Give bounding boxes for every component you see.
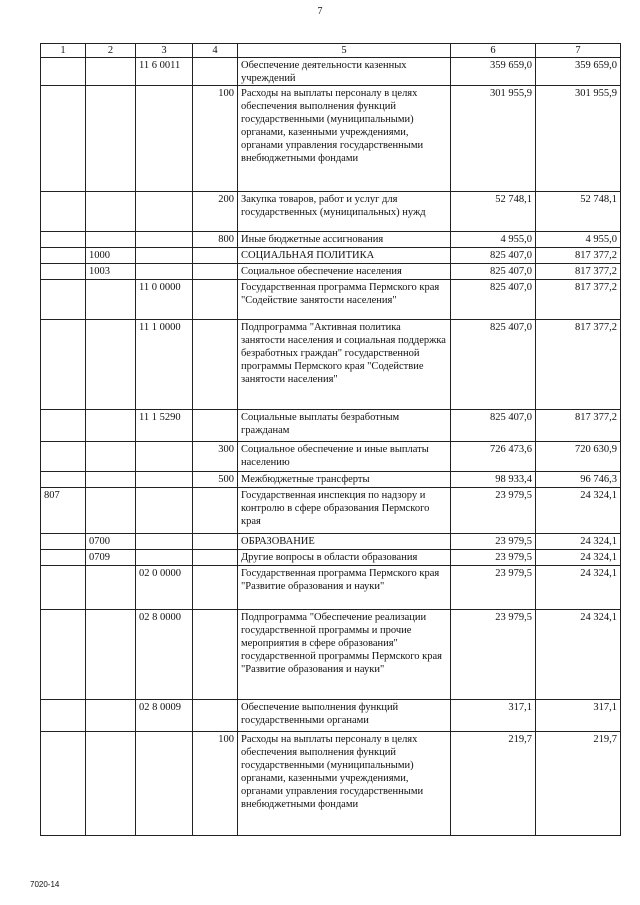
cell-expense-type bbox=[193, 248, 238, 264]
table-header-row bbox=[41, 44, 621, 58]
cell-amount-col7: 817 377,2 bbox=[536, 264, 621, 280]
cell-name: Расходы на выплаты персоналу в целях обеспечения выполнения функций государственными (муниципальными) органами, казенными учреждениями, органами управления государственными внебюджетными фондами bbox=[238, 86, 451, 192]
cell-name: СОЦИАЛЬНАЯ ПОЛИТИКА bbox=[238, 248, 451, 264]
cell-section-code bbox=[86, 280, 136, 320]
cell-target-code bbox=[136, 550, 193, 566]
cell-amount-col6: 317,1 bbox=[451, 700, 536, 732]
table-row bbox=[41, 410, 621, 442]
cell-target-code bbox=[136, 732, 193, 836]
cell-amount-col7: 301 955,9 bbox=[536, 86, 621, 192]
cell-section-code bbox=[86, 410, 136, 442]
cell-target-code bbox=[136, 442, 193, 472]
page-number: 7 bbox=[317, 6, 323, 17]
cell-expense-type bbox=[193, 58, 238, 86]
cell-expense-type bbox=[193, 280, 238, 320]
cell-ministry-code bbox=[41, 192, 86, 232]
cell-name: Подпрограмма "Активная политика занятости населения и социальная поддержка безработных граждан" государственной программы Пермского края "Содействие занятости населения" bbox=[238, 320, 451, 410]
form-code: 7020-14 bbox=[30, 880, 60, 889]
budget-table bbox=[40, 43, 621, 836]
cell-amount-col7: 96 746,3 bbox=[536, 472, 621, 488]
cell-amount-col6: 4 955,0 bbox=[451, 232, 536, 248]
cell-amount-col7: 359 659,0 bbox=[536, 58, 621, 86]
cell-amount-col6: 52 748,1 bbox=[451, 192, 536, 232]
cell-amount-col6: 23 979,5 bbox=[451, 610, 536, 700]
cell-amount-col7: 817 377,2 bbox=[536, 280, 621, 320]
header-cell: 3 bbox=[136, 44, 193, 58]
cell-ministry-code bbox=[41, 58, 86, 86]
cell-section-code bbox=[86, 700, 136, 732]
table-row bbox=[41, 700, 621, 732]
cell-ministry-code bbox=[41, 264, 86, 280]
table-row bbox=[41, 192, 621, 232]
table-row bbox=[41, 566, 621, 610]
cell-target-code bbox=[136, 192, 193, 232]
table-row bbox=[41, 732, 621, 836]
cell-amount-col7: 219,7 bbox=[536, 732, 621, 836]
cell-amount-col6: 23 979,5 bbox=[451, 534, 536, 550]
cell-ministry-code bbox=[41, 550, 86, 566]
cell-amount-col6: 825 407,0 bbox=[451, 320, 536, 410]
cell-amount-col6: 23 979,5 bbox=[451, 550, 536, 566]
cell-name: ОБРАЗОВАНИЕ bbox=[238, 534, 451, 550]
cell-target-code bbox=[136, 248, 193, 264]
cell-expense-type bbox=[193, 320, 238, 410]
cell-amount-col7: 317,1 bbox=[536, 700, 621, 732]
cell-expense-type bbox=[193, 264, 238, 280]
cell-target-code: 02 8 0009 bbox=[136, 700, 193, 732]
cell-expense-type: 800 bbox=[193, 232, 238, 248]
cell-amount-col6: 23 979,5 bbox=[451, 488, 536, 534]
cell-name: Государственная программа Пермского края "Развитие образования и науки" bbox=[238, 566, 451, 610]
cell-ministry-code bbox=[41, 320, 86, 410]
cell-amount-col7: 24 324,1 bbox=[536, 566, 621, 610]
cell-expense-type bbox=[193, 534, 238, 550]
cell-amount-col6: 301 955,9 bbox=[451, 86, 536, 192]
cell-section-code bbox=[86, 232, 136, 248]
table-row bbox=[41, 264, 621, 280]
cell-amount-col7: 24 324,1 bbox=[536, 610, 621, 700]
cell-name: Межбюджетные трансферты bbox=[238, 472, 451, 488]
cell-target-code: 02 0 0000 bbox=[136, 566, 193, 610]
cell-ministry-code bbox=[41, 442, 86, 472]
table-row bbox=[41, 472, 621, 488]
cell-name: Другие вопросы в области образования bbox=[238, 550, 451, 566]
cell-expense-type: 100 bbox=[193, 732, 238, 836]
cell-target-code bbox=[136, 472, 193, 488]
cell-target-code bbox=[136, 86, 193, 192]
header-cell: 4 bbox=[193, 44, 238, 58]
cell-name: Государственная инспекция по надзору и контролю в сфере образования Пермского края bbox=[238, 488, 451, 534]
cell-section-code bbox=[86, 472, 136, 488]
cell-section-code bbox=[86, 86, 136, 192]
cell-amount-col6: 359 659,0 bbox=[451, 58, 536, 86]
cell-target-code bbox=[136, 232, 193, 248]
header-cell: 5 bbox=[238, 44, 451, 58]
cell-ministry-code bbox=[41, 732, 86, 836]
cell-expense-type bbox=[193, 410, 238, 442]
cell-ministry-code bbox=[41, 534, 86, 550]
cell-expense-type: 100 bbox=[193, 86, 238, 192]
cell-expense-type: 300 bbox=[193, 442, 238, 472]
header-cell: 6 bbox=[451, 44, 536, 58]
cell-ministry-code bbox=[41, 610, 86, 700]
table-row bbox=[41, 280, 621, 320]
cell-name: Государственная программа Пермского края "Содействие занятости населения" bbox=[238, 280, 451, 320]
cell-section-code bbox=[86, 442, 136, 472]
cell-section-code bbox=[86, 566, 136, 610]
cell-target-code bbox=[136, 488, 193, 534]
cell-name: Обеспечение выполнения функций государственными органами bbox=[238, 700, 451, 732]
cell-ministry-code bbox=[41, 86, 86, 192]
cell-target-code: 11 6 0011 bbox=[136, 58, 193, 86]
cell-target-code bbox=[136, 534, 193, 550]
cell-ministry-code bbox=[41, 700, 86, 732]
cell-target-code: 11 1 5290 bbox=[136, 410, 193, 442]
table-row bbox=[41, 534, 621, 550]
header-cell: 1 bbox=[41, 44, 86, 58]
cell-expense-type: 500 bbox=[193, 472, 238, 488]
cell-amount-col6: 825 407,0 bbox=[451, 280, 536, 320]
cell-amount-col7: 52 748,1 bbox=[536, 192, 621, 232]
cell-expense-type bbox=[193, 610, 238, 700]
cell-amount-col7: 4 955,0 bbox=[536, 232, 621, 248]
table-row bbox=[41, 488, 621, 534]
cell-ministry-code bbox=[41, 566, 86, 610]
cell-expense-type bbox=[193, 488, 238, 534]
cell-name: Обеспечение деятельности казенных учреждений bbox=[238, 58, 451, 86]
cell-amount-col6: 825 407,0 bbox=[451, 410, 536, 442]
cell-ministry-code bbox=[41, 280, 86, 320]
table-row bbox=[41, 248, 621, 264]
cell-amount-col7: 817 377,2 bbox=[536, 410, 621, 442]
cell-name: Иные бюджетные ассигнования bbox=[238, 232, 451, 248]
cell-section-code bbox=[86, 732, 136, 836]
cell-amount-col7: 24 324,1 bbox=[536, 550, 621, 566]
cell-section-code bbox=[86, 58, 136, 86]
cell-target-code: 11 1 0000 bbox=[136, 320, 193, 410]
cell-amount-col7: 24 324,1 bbox=[536, 534, 621, 550]
cell-section-code bbox=[86, 488, 136, 534]
cell-amount-col7: 720 630,9 bbox=[536, 442, 621, 472]
cell-section-code: 0700 bbox=[86, 534, 136, 550]
cell-name: Расходы на выплаты персоналу в целях обеспечения выполнения функций государственными (муниципальными) органами, казенными учреждениями, органами управления государственными внебюджетными фондами bbox=[238, 732, 451, 836]
cell-expense-type bbox=[193, 550, 238, 566]
cell-name: Социальное обеспечение населения bbox=[238, 264, 451, 280]
cell-amount-col6: 825 407,0 bbox=[451, 248, 536, 264]
cell-target-code bbox=[136, 264, 193, 280]
cell-amount-col6: 219,7 bbox=[451, 732, 536, 836]
cell-expense-type: 200 bbox=[193, 192, 238, 232]
cell-target-code: 11 0 0000 bbox=[136, 280, 193, 320]
cell-section-code: 1000 bbox=[86, 248, 136, 264]
cell-ministry-code bbox=[41, 472, 86, 488]
table-row bbox=[41, 320, 621, 410]
cell-name: Подпрограмма "Обеспечение реализации государственной программы и прочие мероприятия в сфере образования" государственной программы Пермского края "Развитие образования и науки" bbox=[238, 610, 451, 700]
table-row bbox=[41, 86, 621, 192]
cell-section-code bbox=[86, 320, 136, 410]
cell-amount-col7: 24 324,1 bbox=[536, 488, 621, 534]
cell-name: Закупка товаров, работ и услуг для государственных (муниципальных) нужд bbox=[238, 192, 451, 232]
cell-amount-col6: 23 979,5 bbox=[451, 566, 536, 610]
table-row bbox=[41, 610, 621, 700]
cell-amount-col6: 825 407,0 bbox=[451, 264, 536, 280]
cell-section-code bbox=[86, 610, 136, 700]
cell-ministry-code: 807 bbox=[41, 488, 86, 534]
cell-ministry-code bbox=[41, 410, 86, 442]
cell-expense-type bbox=[193, 566, 238, 610]
cell-name: Социальное обеспечение и иные выплаты населению bbox=[238, 442, 451, 472]
cell-ministry-code bbox=[41, 248, 86, 264]
cell-name: Социальные выплаты безработным гражданам bbox=[238, 410, 451, 442]
cell-section-code: 1003 bbox=[86, 264, 136, 280]
table-row bbox=[41, 442, 621, 472]
header-cell: 7 bbox=[536, 44, 621, 58]
table-row bbox=[41, 58, 621, 86]
cell-ministry-code bbox=[41, 232, 86, 248]
cell-amount-col7: 817 377,2 bbox=[536, 248, 621, 264]
header-cell: 2 bbox=[86, 44, 136, 58]
cell-section-code: 0709 bbox=[86, 550, 136, 566]
table-row bbox=[41, 232, 621, 248]
cell-amount-col6: 98 933,4 bbox=[451, 472, 536, 488]
table-row bbox=[41, 550, 621, 566]
cell-section-code bbox=[86, 192, 136, 232]
cell-target-code: 02 8 0000 bbox=[136, 610, 193, 700]
cell-amount-col7: 817 377,2 bbox=[536, 320, 621, 410]
cell-expense-type bbox=[193, 700, 238, 732]
cell-amount-col6: 726 473,6 bbox=[451, 442, 536, 472]
